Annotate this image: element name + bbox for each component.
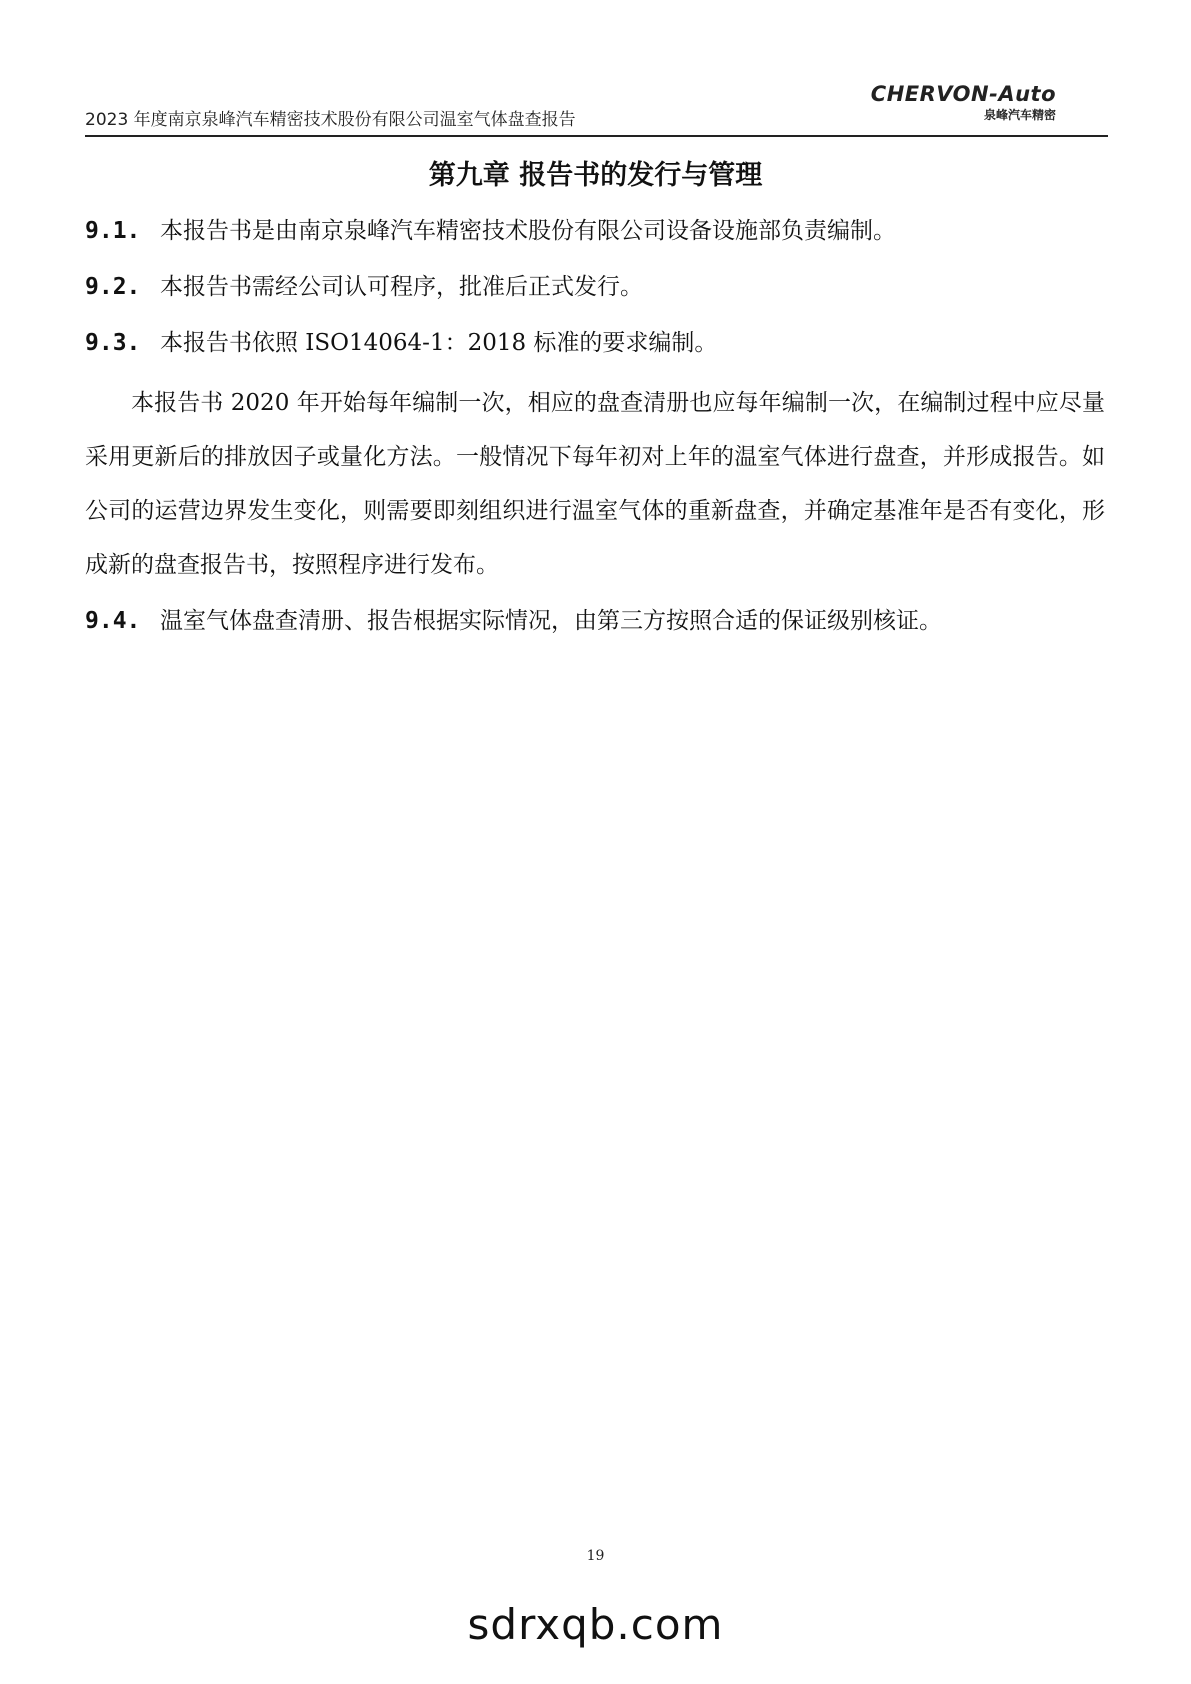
logo-subtext: 泉峰汽车精密: [983, 108, 1056, 122]
section-item: [85, 326, 1105, 360]
body-paragraph: 本报告书 2020 年开始每年编制一次，相应的盘查清册也应每年编制一次，在编制过程中应尽量采用更新后的排放因子或量化方法。一般情况下每年初对上年的温室气体进行盘查，并形成报告。如公司的运营边界发生变化，则需要即刻组织进行温室气体的重新盘查，并确定基准年是否有变化，形成新的盘查报告书，按照程序进行发布。: [85, 390, 1105, 578]
section-item: [85, 214, 1105, 248]
section-number: 9.3.: [85, 330, 141, 356]
section-number: 9.2.: [85, 274, 141, 300]
logo-text: CHERVON-Auto: [870, 82, 1056, 106]
header-title: 2023 年度南京泉峰汽车精密技术股份有限公司温室气体盘查报告: [85, 110, 576, 130]
section-text: 本报告书需经公司认可程序，批准后正式发行。: [160, 274, 643, 300]
chapter-title: 第九章 报告书的发行与管理: [428, 160, 763, 191]
section-item: [85, 604, 1105, 638]
section-text: 本报告书依照 ISO14064-1：2018 标准的要求编制。: [160, 330, 718, 356]
watermark-text: sdrxqb.com: [467, 1600, 724, 1649]
section-number: 9.4.: [85, 608, 141, 634]
company-logo: [866, 82, 1056, 122]
document-body: [85, 214, 1105, 660]
section-number: 9.1.: [85, 218, 141, 244]
section-item: [85, 270, 1105, 304]
section-text: 温室气体盘查清册、报告根据实际情况，由第三方按照合适的保证级别核证。: [160, 608, 942, 634]
section-text: 本报告书是由南京泉峰汽车精密技术股份有限公司设备设施部负责编制。: [160, 218, 896, 244]
page-number: 19: [586, 1548, 605, 1564]
page-header: [85, 80, 1108, 137]
